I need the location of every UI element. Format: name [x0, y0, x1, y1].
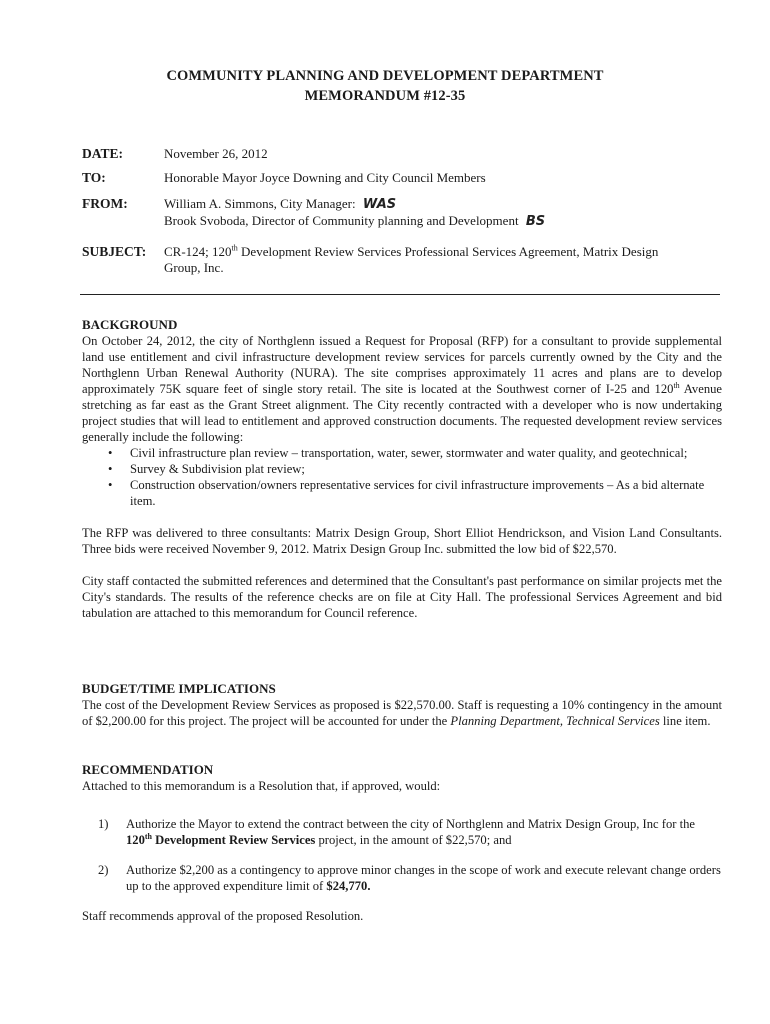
from-name-2: Brook Svoboda, Director of Community planning and Development	[164, 213, 519, 228]
memorandum-number: MEMORANDUM #12-35	[304, 88, 466, 104]
handwritten-initials-1: WAS	[362, 197, 397, 212]
subject-value: CR-124; 120th Development Review Services Professional Services Agreement, Matrix Design Group, Inc.	[164, 243, 659, 275]
background-paragraph-3: City staff contacted the submitted references and determined that the Consultant's past performance on similar projects met the City's standards. The results of the reference checks are on file at City Hall. The professional Services Agreement and bid tabulation are attached to this memorandum for Council reference.	[82, 574, 722, 620]
from-line-city-manager: William A. Simmons, City Manager: WAS	[164, 196, 397, 212]
list-item: • Survey & Subdivision plat review;	[126, 461, 722, 477]
item-number: 2)	[98, 863, 109, 877]
from-name-1: William A. Simmons, City Manager	[164, 196, 352, 211]
subject-label: SUBJECT:	[82, 244, 147, 259]
list-item: 2) Authorize $2,200 as a contingency to approve minor changes in the scope of work and execute relevant change orders up to the approved expenditure limit of $24,770.	[98, 863, 721, 893]
budget-paragraph: The cost of the Development Review Services as proposed is $22,570.00. Staff is requesting a 10% contingency in the amount of $2,200.00 for this project. The project will be accounted for under the Planning Department, Technical Services line item.	[82, 698, 722, 728]
to-value: Honorable Mayor Joyce Downing and City Council Members	[164, 170, 486, 185]
background-section	[82, 317, 722, 621]
closing-statement: Staff recommends approval of the proposed Resolution.	[82, 909, 364, 923]
department-title: COMMUNITY PLANNING AND DEVELOPMENT DEPARTMENT	[166, 68, 604, 84]
background-heading: BACKGROUND	[82, 317, 178, 332]
header-divider	[80, 294, 720, 295]
date-label: DATE:	[82, 146, 124, 161]
item-number: 1)	[98, 817, 109, 831]
list-item: 1) Authorize the Mayor to extend the contract between the city of Northglenn and Matrix Design Group, Inc for the 120th Development Review Services project, in the amount of $22,570; and	[98, 817, 695, 847]
background-paragraph-1: On October 24, 2012, the city of Northglenn issued a Request for Proposal (RFP) for a consultant to provide supplemental land use entitlement and civil infrastructure development review services for parcels currently owned by the City and the Northglenn Urban Renewal Authority (NURA). The site comprises approximately 11 acres and plans are to develop approximately 75K square feet of single story retail. The site is located at the Southwest corner of I-25 and 120th Avenue stretching as far east as the Grant Street alignment. The City recently contracted with a developer who is now undertaking project studies that will lead to entitlement and approved construction documents. The requested development review services generally include the following:	[82, 334, 723, 444]
from-value	[164, 196, 724, 230]
budget-section	[82, 681, 722, 729]
services-list	[82, 445, 722, 509]
handwritten-initials-2: BS	[525, 214, 546, 229]
recommendation-intro: Attached to this memorandum is a Resolution that, if approved, would:	[82, 779, 441, 793]
recommendation-section	[82, 762, 722, 924]
budget-heading: BUDGET/TIME IMPLICATIONS	[82, 681, 276, 696]
background-paragraph-2: The RFP was delivered to three consultants: Matrix Design Group, Short Elliot Hendrickson, and Vision Land Consultants. Three bids were received November 9, 2012. Matrix Design Group Inc. submitted the low bid of $22,570.	[82, 526, 722, 556]
recommendation-list	[82, 816, 722, 894]
from-label: FROM:	[82, 196, 128, 211]
date-value: November 26, 2012	[164, 146, 268, 161]
list-item: • Civil infrastructure plan review – transportation, water, sewer, stormwater and water quality, and geotechnical;	[126, 445, 722, 461]
recommendation-heading: RECOMMENDATION	[82, 762, 214, 777]
list-item: • Construction observation/owners representative services for civil infrastructure improvements – As a bid alternate item.	[126, 477, 722, 509]
from-line-director	[164, 213, 724, 230]
to-label: TO:	[82, 170, 106, 185]
